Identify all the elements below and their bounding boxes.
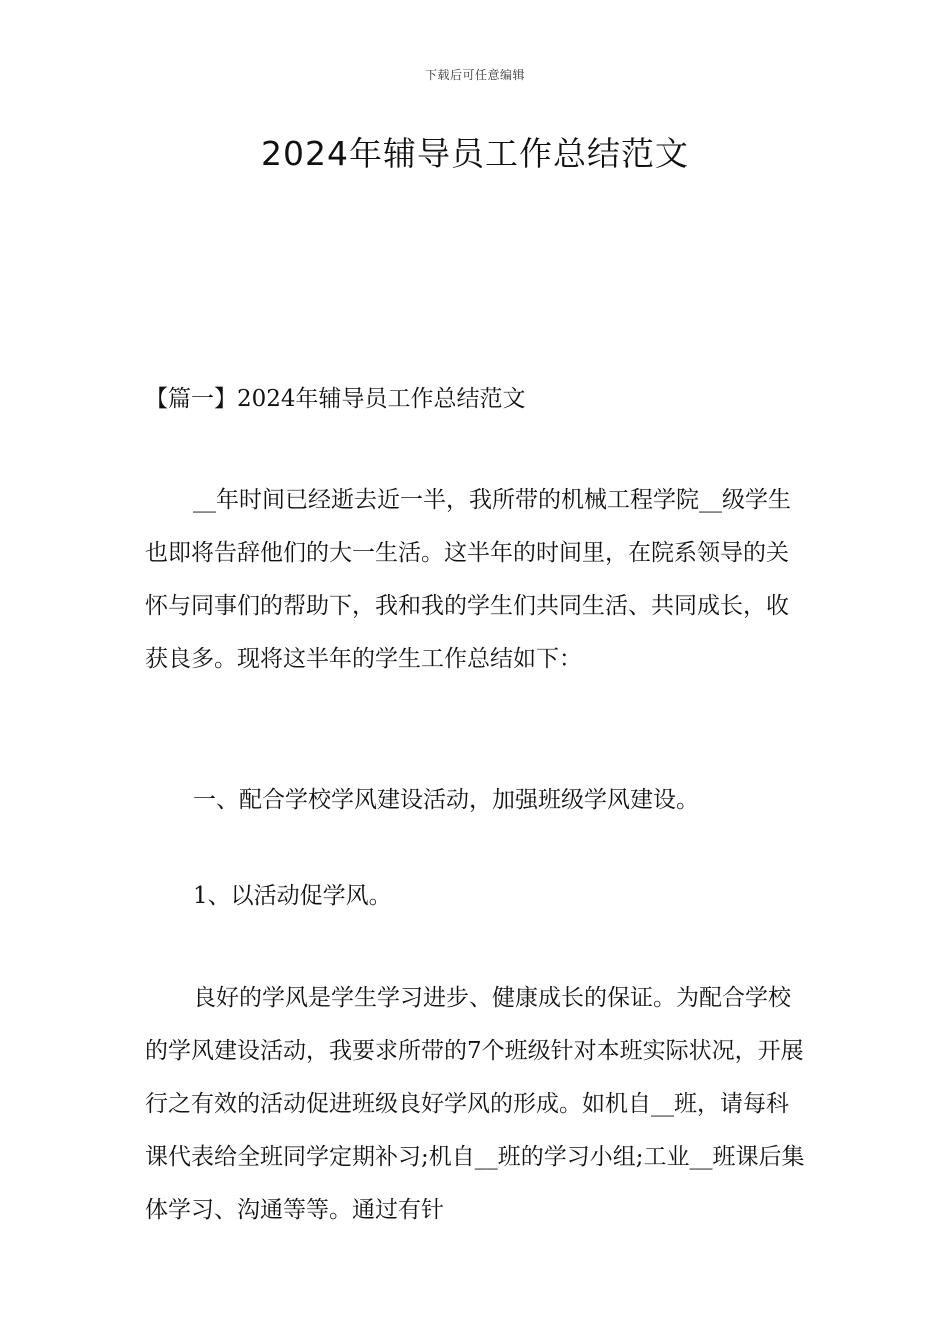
header-note: 下载后可任意编辑 [424,68,525,82]
sub-point-one-paragraph: 良好的学风是学生学习进步、健康成长的保证。为配合学校的学风建设活动，我要求所带的7个班级针对本班实际状况，开展行之有效的活动促进班级良好学风的形成。如机自__班，请每科课代表给全班同学定期补习;机自__班的学习小组;工业__班课后集体学习、沟通等等。通过有针 [145,985,805,1223]
point-one-heading: 一、配合学校学风建设活动，加强班级学风建设。 [193,787,699,813]
intro-paragraph: __年时间已经逝去近一半，我所带的机械工程学院__级学生也即将告辞他们的大一生活。这半年的时间里，在院系领导的关怀与同事们的帮助下，我和我的学生们共同生活、共同成长，收获良多。现将这半年的学生工作总结如下： [145,487,791,672]
section-heading: 【篇一】2024年辅导员工作总结范文 [145,386,526,412]
document-title: 2024年辅导员工作总结范文 [261,134,689,173]
sub-point-one-heading: 1、以活动促学风。 [193,883,392,909]
